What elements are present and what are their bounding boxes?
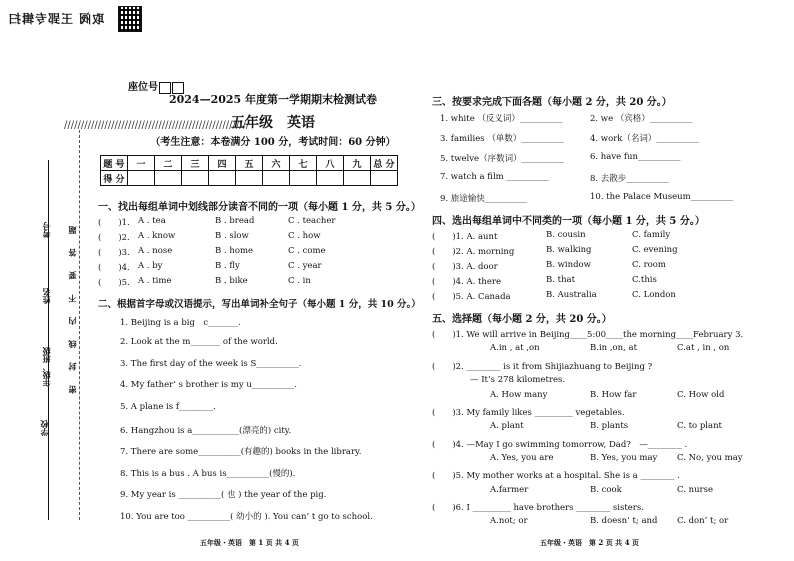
fill-item[interactable]: 4. My father’ s brother is my u__________.: [120, 380, 298, 390]
option-a: A . by: [138, 261, 163, 271]
mc-option: A. Yes, you are: [490, 453, 554, 463]
option-b: B . fly: [215, 261, 240, 271]
score-header: 八: [317, 156, 344, 171]
option-b: B . home: [215, 246, 254, 256]
option-a: A . nose: [138, 246, 173, 256]
footer-right: 五年级・英语 第 2 页 共 4 页: [540, 538, 639, 547]
q-num[interactable]: ( )2.: [98, 233, 130, 243]
mc-option: C.at , in , on: [677, 343, 730, 353]
option-b: B. window: [546, 260, 591, 270]
transform-item[interactable]: 6. have fun__________: [590, 152, 681, 162]
score-cell[interactable]: [317, 171, 344, 186]
qr-code-icon: [118, 6, 142, 32]
exam-id-field[interactable]: 考号: [41, 222, 51, 238]
mc-option: B. How far: [590, 390, 637, 400]
score-header: 题 号: [101, 156, 128, 171]
option-b: B . bread: [215, 216, 255, 226]
mc-option: A.in , at ,on: [490, 343, 540, 353]
mc-option: A. How many: [490, 390, 548, 400]
mc-option: B. plants: [590, 421, 629, 431]
score-cell[interactable]: [290, 171, 317, 186]
mc-option: C. don’ t; or: [677, 516, 729, 526]
score-header: 二: [155, 156, 182, 171]
option-a: A . time: [138, 276, 172, 286]
transform-item[interactable]: 5. twelve（序数词）__________: [440, 154, 565, 164]
mc-option: C. No, you may: [677, 453, 743, 463]
score-cell[interactable]: [209, 171, 236, 186]
mc-option: A.not; or: [490, 516, 528, 526]
option-c: C . teacher: [288, 216, 336, 226]
transform-item[interactable]: 8. 去散步__________: [590, 174, 669, 184]
subject-title: 五年级 英语: [231, 115, 315, 131]
mc-option: C. How old: [677, 390, 725, 400]
q-num[interactable]: ( )3.: [98, 248, 130, 258]
score-table: [100, 155, 398, 186]
footer-left: 五年级・英语 第 1 页 共 4 页: [200, 538, 299, 547]
exam-notice: （考生注意：本卷满分 100 分，考试时间：60 分钟）: [150, 137, 396, 148]
option-c: C.this: [632, 275, 657, 285]
mc-answer-line: — It’s 278 kilometres.: [470, 375, 566, 385]
fill-line: [48, 160, 49, 520]
option-b: B . slow: [215, 231, 249, 241]
transform-item[interactable]: 1. white （反义词）__________: [440, 114, 563, 124]
exam-title: 2024—2025 年度第一学期期末检测试卷: [168, 93, 378, 106]
mc-question[interactable]: ( )6. I _________ have brothers ________ sisters.: [432, 503, 644, 513]
score-header: 一: [128, 156, 155, 171]
option-c: C. family: [632, 230, 671, 240]
seal-text: 密 封 线 内 不 要 答 题: [67, 220, 77, 394]
section2-title: 二、根据首字母或汉语提示，写出单词补全句子（每小题 1 分，共 10 分。）: [98, 299, 421, 310]
option-b: B. cousin: [546, 230, 586, 240]
score-header: 六: [263, 156, 290, 171]
mc-option: C. nurse: [677, 485, 714, 495]
q-num[interactable]: ( )5. A. Canada: [432, 292, 511, 302]
mc-option: B.in ,on, at: [590, 343, 638, 353]
mc-option: B. Yes, you may: [590, 453, 658, 463]
transform-item[interactable]: 3. families （单数）__________: [440, 134, 564, 144]
option-b: B. Australia: [546, 290, 597, 300]
option-b: B. walking: [546, 245, 592, 255]
score-cell[interactable]: [182, 171, 209, 186]
score-cell[interactable]: [155, 171, 182, 186]
fill-item[interactable]: 7. There are some__________(有趣的) books in the library.: [120, 447, 362, 457]
seal-line: [79, 130, 80, 520]
q-num[interactable]: ( )4. A. there: [432, 277, 502, 287]
score-header: 四: [209, 156, 236, 171]
mc-option: A.farmer: [490, 485, 529, 495]
mc-option: B. cook: [590, 485, 622, 495]
score-label: 得 分: [101, 171, 128, 186]
mc-question[interactable]: ( )1. We will arrive in Beijing____5:00____the morning____February 3.: [432, 330, 744, 340]
score-cell[interactable]: [263, 171, 290, 186]
q-num[interactable]: ( )1.: [98, 218, 130, 228]
transform-item[interactable]: 2. we （宾格）__________: [590, 114, 693, 124]
section1-title: 一、找出每组单词中划线部分读音不同的一项（每小题 1 分，共 5 分。）: [98, 202, 421, 213]
score-header: 九: [344, 156, 371, 171]
mc-question[interactable]: ( )2. ________ is it from Shijiazhuang to Beijing ?: [432, 362, 653, 372]
q-num[interactable]: ( )5.: [98, 278, 130, 288]
transform-item[interactable]: 7. watch a film __________: [440, 172, 549, 182]
score-header: 总 分: [371, 156, 398, 171]
option-c: C. room: [632, 260, 666, 270]
mc-question[interactable]: ( )5. My mother works at a hospital. She is a ________ .: [432, 471, 680, 481]
q-num[interactable]: ( )3. A. door: [432, 262, 498, 272]
mc-question[interactable]: ( )4. —May I go swimming tomorrow, Dad? —________ .: [432, 440, 688, 450]
option-c: C . in: [288, 276, 311, 286]
transform-item[interactable]: 4. work（名词）__________: [590, 134, 699, 144]
section3-title: 三、按要求完成下面各题（每小题 2 分，共 20 分。）: [432, 97, 672, 108]
section4-title: 四、选出每组单词中不同类的一项（每小题 1 分，共 5 分。）: [432, 216, 705, 227]
transform-item[interactable]: 9. 旅途愉快__________: [440, 194, 528, 204]
mc-option: C. to plant: [677, 421, 722, 431]
q-num[interactable]: ( )4.: [98, 263, 130, 273]
score-cell[interactable]: [344, 171, 371, 186]
fill-item[interactable]: 9. My year is __________( 也 ) the year of the pig.: [120, 490, 327, 500]
option-c: C . how: [288, 231, 321, 241]
transform-item[interactable]: 10. the Palace Museum__________: [590, 192, 734, 202]
fill-item[interactable]: 2. Look at the m_______ of the world.: [120, 337, 278, 347]
q-num[interactable]: ( )1. A. aunt: [432, 232, 498, 242]
fill-item[interactable]: 8. This is a bus . A bus is__________(慢的).: [120, 469, 296, 479]
option-a: A . know: [138, 231, 176, 241]
fill-item[interactable]: 5. A plane is f________.: [120, 402, 216, 412]
fill-item[interactable]: 10. You are too __________( 幼小的 ). You can’ t go to school.: [120, 512, 373, 522]
option-a: A . tea: [138, 216, 166, 226]
mc-option: A. plant: [490, 421, 524, 431]
option-b: B. that: [546, 275, 576, 285]
score-header: 三: [182, 156, 209, 171]
header-mark: 取阀 王郢专辑扫: [8, 12, 105, 26]
score-cell[interactable]: [128, 171, 155, 186]
option-c: C. evening: [632, 245, 678, 255]
score-cell[interactable]: [371, 171, 398, 186]
fill-item[interactable]: 1. Beijing is a big c_______.: [120, 318, 241, 328]
seal-slashes: ///////////////////////////////////////////////////////: [64, 120, 250, 131]
seat-number: 座位号: [128, 78, 184, 94]
score-cell[interactable]: [236, 171, 263, 186]
class-field[interactable]: 年级、班级: [41, 347, 51, 387]
option-c: C . come: [288, 246, 326, 256]
option-c: C. London: [632, 290, 676, 300]
mc-question[interactable]: ( )3. My family likes _________ vegetables.: [432, 408, 625, 418]
section5-title: 五、选择题（每小题 2 分，共 20 分。）: [432, 314, 612, 325]
fill-item[interactable]: 3. The first day of the week is S__________.: [120, 359, 302, 369]
score-header: 七: [290, 156, 317, 171]
fill-item[interactable]: 6. Hangzhou is a___________(漂亮的) city.: [120, 426, 292, 436]
q-num[interactable]: ( )2. A. morning: [432, 247, 515, 257]
option-c: C . year: [288, 261, 322, 271]
school-field[interactable]: 学校: [39, 420, 49, 436]
score-header: 五: [236, 156, 263, 171]
name-field[interactable]: 姓名: [41, 288, 51, 304]
mc-option: B. doesn’ t; and: [590, 516, 658, 526]
option-b: B . bike: [215, 276, 248, 286]
